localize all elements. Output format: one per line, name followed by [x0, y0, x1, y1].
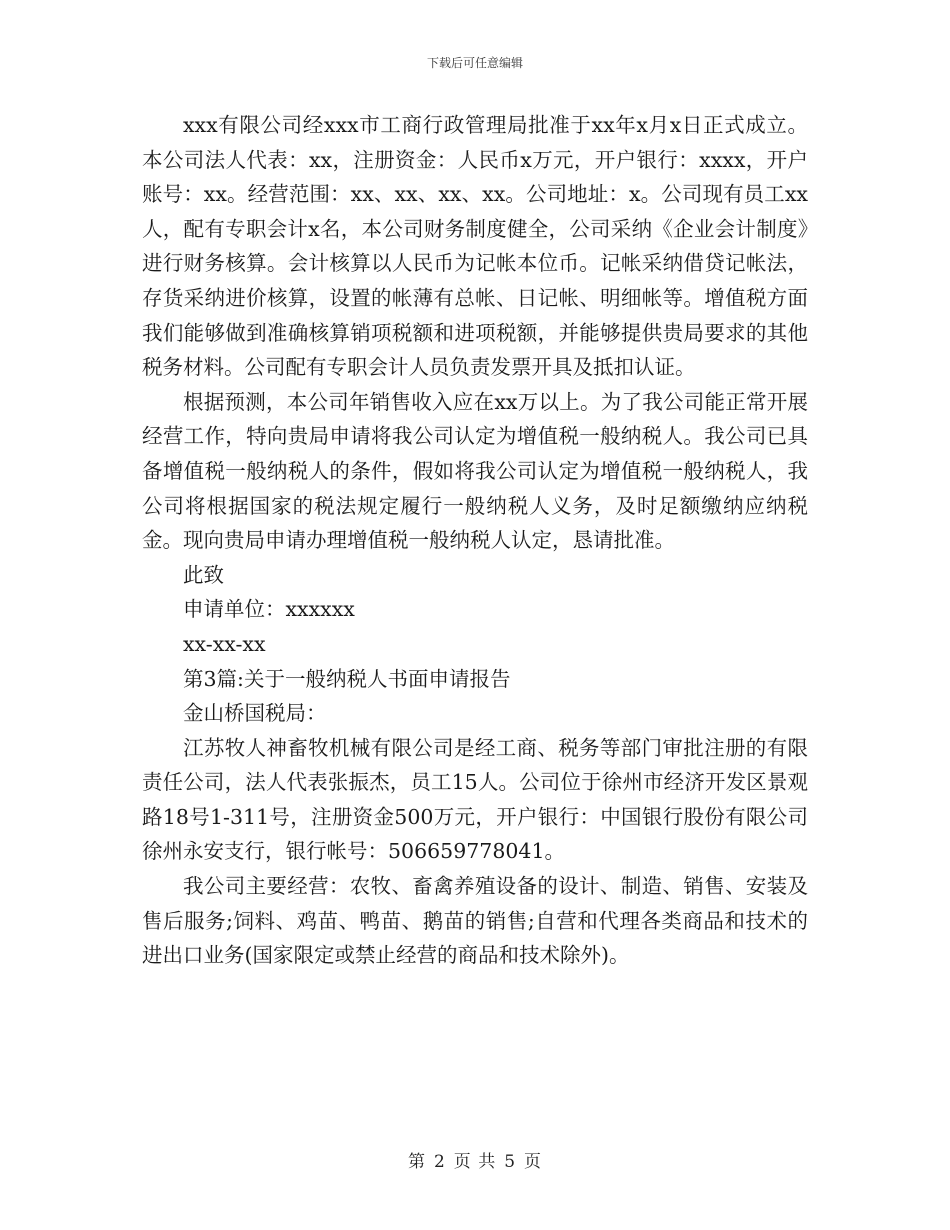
document-body	[142, 108, 808, 973]
paragraph-company-info: xxx有限公司经xxx市工商行政管理局批准于xx年x月x日正式成立。本公司法人代表：xx，注册资金：人民币x万元，开户银行：xxxx，开户账号：xx。经营范围：xx、xx、xx、xx。公司地址：x。公司现有员工xx人，配有专职会计x名，本公司财务制度健全，公司采纳《企业会计制度》进行财务核算。会计核算以人民币为记帐本位币。记帐采纳借贷记帐法，存货采纳进价核算，设置的帐薄有总帐、日记帐、明细帐等。增值税方面我们能够做到准确核算销项税额和进项税额，并能够提供贵局要求的其他税务材料。公司配有专职会计人员负责发票开具及抵扣认证。	[142, 113, 808, 380]
footer-middle: 页 共	[453, 1152, 497, 1172]
footer-current-page: 2	[433, 1152, 446, 1172]
date-line: xx-xx-xx	[183, 631, 266, 656]
page-header: 下载后可任意编辑	[426, 56, 523, 70]
applicant-line: 申请单位：xxxxxx	[183, 597, 355, 622]
paragraph-company-profile: 江苏牧人神畜牧机械有限公司是经工商、税务等部门审批注册的有限责任公司，法人代表张振杰，员工15人。公司位于徐州市经济开发区景观路18号1-311号，注册资金500万元，开户银行：中国银行股份有限公司徐州永安支行，银行帐号：506659778041。	[142, 735, 808, 864]
paragraph-application: 根据预测，本公司年销售收入应在xx万以上。为了我公司能正常开展经营工作，特向贵局申请将我公司认定为增值税一般纳税人。我公司已具备增值税一般纳税人的条件，假如将我公司认定为增值税一般纳税人，我公司将根据国家的税法规定履行一般纳税人义务，及时足额缴纳应纳税金。现向贵局申请办理增值税一般纳税人认定，恳请批准。	[142, 389, 808, 553]
footer-total-pages: 5	[504, 1152, 517, 1172]
addressee-line: 金山桥国税局：	[183, 701, 327, 726]
footer-suffix: 页	[524, 1152, 543, 1172]
section-title: 第3篇:关于一般纳税人书面申请报告	[183, 666, 511, 691]
closing-salutation: 此致	[183, 562, 224, 587]
footer-prefix: 第	[407, 1152, 426, 1172]
paragraph-business-scope: 我公司主要经营：农牧、畜禽养殖设备的设计、制造、销售、安装及售后服务;饲料、鸡苗、鸭苗、鹅苗的销售;自营和代理各类商品和技术的进出口业务(国家限定或禁止经营的商品和技术除外)。	[142, 874, 808, 968]
page-footer	[0, 1147, 950, 1172]
